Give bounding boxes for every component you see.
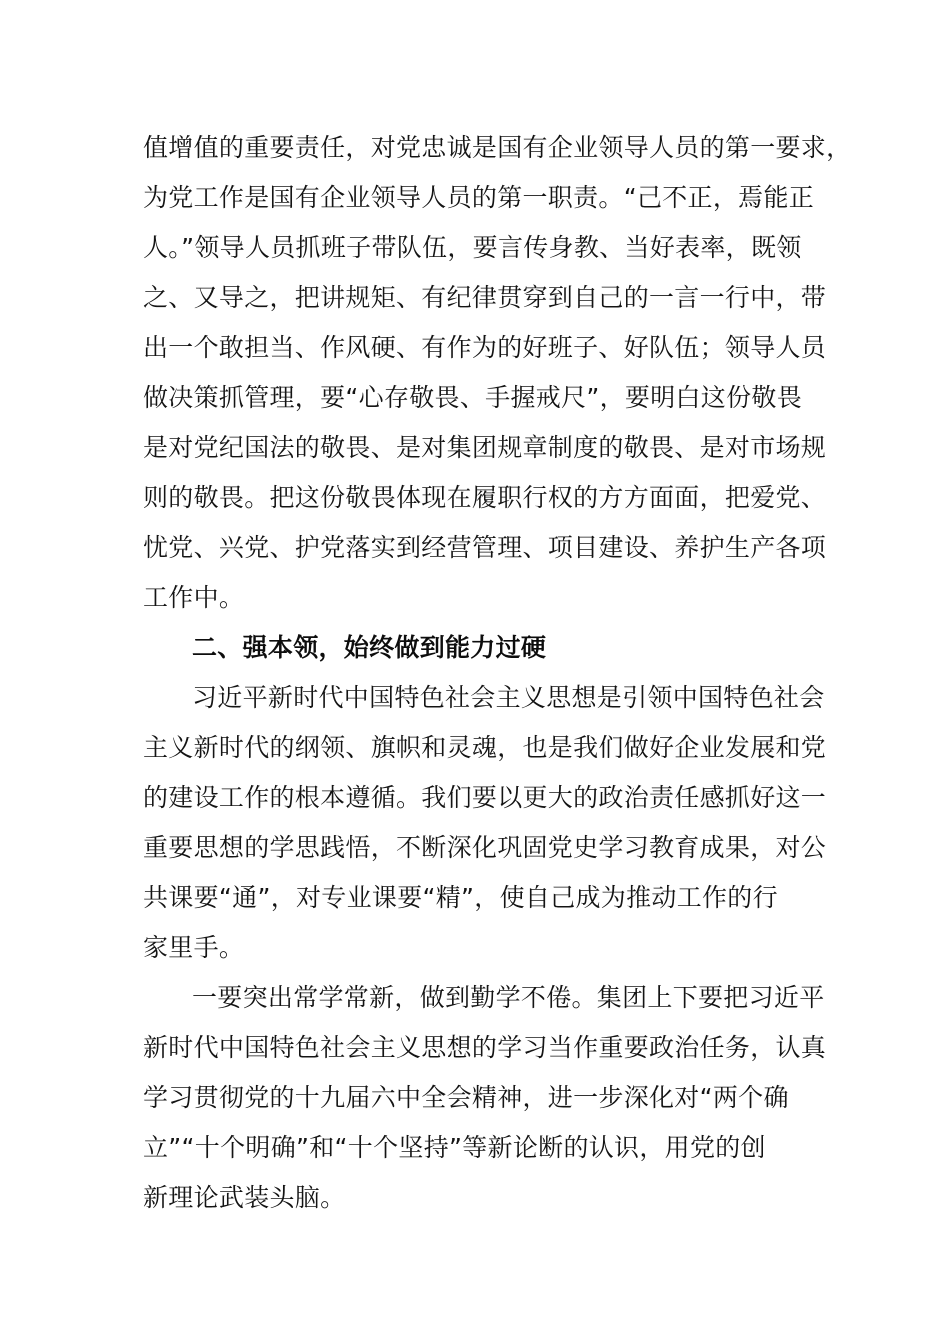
text-line: 新理论武装头脑。 [143, 1183, 346, 1212]
text-line: 一要突出常学常新，做到勤学不倦。集团上下要把习近平 [192, 983, 825, 1012]
text-line: 学习贯彻党的十九届六中全会精神，进一步深化对“两个确 [143, 1083, 789, 1112]
text-line: 主义新时代的纲领、旗帜和灵魂，也是我们做好企业发展和党 [143, 733, 827, 762]
text-line: 工作中。 [143, 583, 245, 612]
text-line: 习近平新时代中国特色社会主义思想是引领中国特色社会 [192, 683, 825, 712]
text-line: 为党工作是国有企业领导人员的第一职责。“己不正，焉能正 [143, 183, 815, 212]
text-line: 做决策抓管理，要“心存敬畏、手握戒尺”，要明白这份敬畏 [143, 383, 803, 412]
text-line: 则的敬畏。把这份敬畏体现在履职行权的方方面面，把爱党、 [143, 483, 827, 512]
text-line: 人。”领导人员抓班子带队伍，要言传身教、当好表率，既领 [143, 233, 802, 262]
text-line: 立”“十个明确”和“十个坚持”等新论断的认识，用党的创 [143, 1133, 766, 1162]
text-line: 忧党、兴党、护党落实到经营管理、项目建设、养护生产各项 [143, 533, 827, 562]
text-line: 共课要“通”，对专业课要“精”，使自己成为推动工作的行 [143, 883, 778, 912]
text-line: 之、又导之，把讲规矩、有纪律贯穿到自己的一言一行中，带 [143, 283, 827, 312]
text-line: 新时代中国特色社会主义思想的学习当作重要政治任务，认真 [143, 1033, 827, 1062]
text-line: 家里手。 [143, 933, 245, 962]
section-heading: 二、强本领，始终做到能力过硬 [192, 633, 547, 662]
text-line: 是对党纪国法的敬畏、是对集团规章制度的敬畏、是对市场规 [143, 433, 827, 462]
text-line: 出一个敢担当、作风硬、有作为的好班子、好队伍；领导人员 [143, 333, 827, 362]
text-line: 的建设工作的根本遵循。我们要以更大的政治责任感抓好这一 [143, 783, 827, 812]
text-line: 值增值的重要责任，对党忠诚是国有企业领导人员的第一要求， [143, 133, 852, 162]
text-line: 重要思想的学思践悟，不断深化巩固党史学习教育成果，对公 [143, 833, 827, 862]
